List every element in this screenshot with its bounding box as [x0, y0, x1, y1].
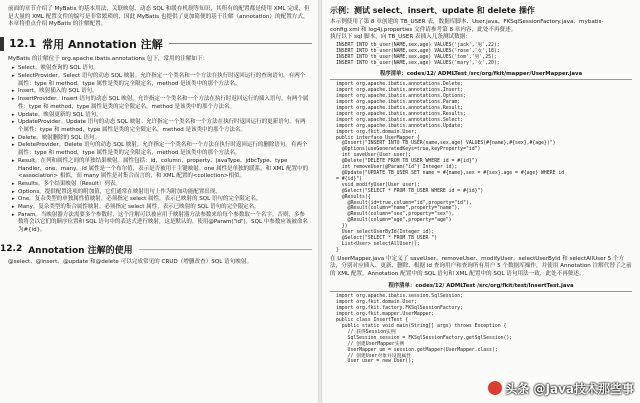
code-line: import org.apache.ibatis.annotations.Options;: [336, 94, 466, 100]
code-line: User user = new User();: [336, 359, 414, 365]
heading-bar: [0, 37, 4, 51]
code-line: public interface UserMapper {: [336, 135, 420, 141]
code-line: @Result(column="name",property="name"),: [336, 206, 461, 212]
code-line: int saveUser(User user);: [336, 153, 412, 159]
code-line: import org.fkit.mapper.UserMapper;: [336, 312, 435, 318]
section2-paragraph: @select、@insert、@update 和@delete 可以完成常见的 CRUD（增删改查）SQL 语句映射。: [8, 258, 253, 265]
listing-rule: [330, 79, 632, 80]
list-item: ▸ Many。复杂类型的集合属性映射。必须指定 select 属性，表示已映射的 SQL 语句的完全限定名。: [12, 204, 310, 212]
example-paragraph-3: 在 UserMapper.java 中定义了 saveUser、removeUser、modifyUser、selectUserById 和 selectAllUser 5 个方法，分别对应插入、更新、删除、根据 id 查询用户和查询所有用户 5 个数据库操作，并使用 Annotation 注解代替了之前的 XML 配置，Annotation 配置中的 SQL 语句和 XML 配置中的 SQL 语句用法一致，此处不再赘述。: [330, 255, 632, 277]
code-line: @Insert("INSERT INTO TB_USER(name,sex,age) VALUES(#{name},#{sex},#{age})"): [336, 141, 556, 147]
code-line: @Select("SELECT * FROM TB_USER WHERE id = #{id}"): [336, 188, 484, 194]
code-line: INSERT INTO tb_user(NAME,sex,age) VALUES('tom','男',25);: [336, 54, 497, 60]
list-item: ▸ Results。多个结果映射（Result）列表。: [12, 181, 310, 189]
code-line: UserMapper um = session.getMapper(UserMapper.class);: [336, 347, 498, 353]
list-item: ▸ SelectProvider。Select 语句的动态 SQL 映射。允许指定一个类名和一个方法在执行时返回运行的查询语句。有两个属性：type 和 method，type 属性是类的完全限定名，method 是该类中的那个方法名。: [12, 73, 310, 88]
code-line: @Options(useGeneratedKeys=true,keyProperty="id"): [336, 147, 481, 153]
section-title: 常用 Annotation 注解: [42, 37, 163, 51]
code-line: import org.apache.ibatis.annotations.Select;: [336, 117, 464, 123]
heading-rule: [139, 249, 312, 250]
list-item: ▸ Param。当映射器方法需要多个参数时，这个注解可以被应用于映射器方法参数来给每个参数取一个名字。否则，多参数将会以它们的顺序位置和 SQL 语句中的表达式进行映射，这是默认的。使用@Param("id")，SQL 中参数应该被命名为#{id}。: [12, 212, 310, 235]
annotation-list: [12, 65, 310, 234]
code-line: import org.apache.ibatis.annotations.Result;: [336, 106, 464, 112]
code-line: import org.apache.ibatis.annotations.Results;: [336, 111, 466, 117]
list-item: ▸ One。复杂类型的单独属性值映射。必须指定 select 属性，表示已映射的 SQL 语句的完全限定名。: [12, 196, 310, 204]
list-item: ▸ Delete。映射删除的 SQL 语句。: [12, 135, 310, 143]
listing-title-inserttest: 程序清单：codes/12/ ADMLTest /src/org/fkit/test/InsertTest.java: [388, 283, 574, 290]
code-line: void modifyUser(User user);: [336, 182, 420, 188]
code-line: @Results({: [336, 194, 371, 200]
listing-title-usermapper: 程序清单：codes/12/ ADMLTest /src/org/fkit/mapper/UserMapper.java: [379, 71, 583, 78]
code-line: public class InsertTest {: [336, 318, 409, 324]
list-item: ▸ InsertProvider。Insert 语句的动态 SQL 映射。允许指定一个类名和一个方法在执行时返回运行的插入语句。有两个属性：type 和 method，type 属性是类的完全限定名，method 是该类中的那个方法名。: [12, 96, 310, 111]
watermark: [488, 380, 634, 397]
code-line: }): [336, 224, 348, 230]
listing-rule: [330, 291, 632, 292]
list-item: ▸ Select。映射查询的 SQL 语句。: [12, 65, 310, 73]
code-line: INSERT INTO tb_user(NAME,sex,age) VALUES('rose','女',18);: [336, 48, 500, 54]
list-item: ▸ Result。在列和属性之间的单独结果映射。属性包括：id、column、property、javaType、jdbcType、type Handler、one、many。id 属性是一个布尔值，表示是否被用于主键映射。one 属性是单独的联系，和 XML 配置中的 <association> 相似，而 many 属性是对集合而言的，和 XML 配置的<collection>相似。: [12, 158, 310, 181]
code-line: // 创建User对象并设置属性: [336, 353, 411, 359]
code-line: @Update("UPDATE TB_USER SET name = #{name},sex = #{sex},age = #{age} WHERE id: [336, 171, 565, 176]
example-paragraph-2: 执行以下 sql 脚本，向 TB_USER 表插入几条测试数据：: [330, 34, 471, 41]
right-page: [322, 0, 640, 403]
code-line: = #{id}"): [336, 176, 362, 182]
code-line: List<User> selectAllUser();: [336, 241, 420, 247]
code-line: @Result(column="age",property="age"): [336, 218, 452, 224]
code-line: INSERT INTO tb_user(NAME,sex,age) VALUES('mary','女',20);: [336, 60, 500, 66]
code-line: public static void main(String[] args) throws Exception {: [336, 324, 507, 329]
section2-number: 12.2: [0, 244, 23, 255]
code-line: import org.apache.ibatis.annotations.Insert;: [336, 88, 464, 94]
code-line: import org.apache.ibatis.annotations.Delete;: [336, 82, 464, 88]
section-intro: MyBatis 的注解位于 org.apache.ibatis.annotations 包下，常用的注解如下：: [8, 55, 209, 62]
code-line: import org.apache.ibatis.session.SqlSession;: [336, 294, 464, 300]
left-page: [0, 0, 318, 403]
code-line: // 创建UserMapper实例: [336, 341, 405, 347]
code-line: // 获得Session实例: [336, 329, 396, 335]
section-heading-12-2: [0, 243, 318, 256]
list-item: ▸ Options。提供配置选项的附加值，它们通常在映射语句上作为附加功能配置出现。: [12, 189, 310, 197]
example-title: 示例：测试 select、insert、update 和 delete 操作: [330, 6, 535, 15]
code-line: INSERT INTO tb_user(NAME,sex,age) VALUES('jack','男',22);: [336, 42, 500, 48]
code-line: int removeUser(@Param("id") Integer id);: [336, 165, 458, 171]
list-item: ▸ Insert。映射插入的 SQL 语句。: [12, 88, 310, 96]
code-line: import org.fkit.domain.User;: [336, 300, 417, 306]
code-line: @Result(id=true,column="id",property="id"),: [336, 200, 472, 206]
code-line: import org.fkit.domain.User;: [336, 129, 417, 135]
code-line: @Result(column="sex",property="sex"),: [336, 212, 455, 218]
code-line: import org.apache.ibatis.annotations.Param;: [336, 100, 461, 106]
section-heading-12-1: [0, 36, 318, 52]
watermark-text: 头条 @Java技术那些事: [505, 382, 634, 396]
code-line: User selectUserById(Integer id);: [336, 230, 435, 236]
sql-script: [336, 43, 632, 67]
intro-paragraph: 前面的章节介绍了 MyBatis 的基本用法、关联映射、动态 SQL 和缓存机制等知识，其所有的配置都是使用 XML 完成，但是大量的 XML 配置文件的编写是非常繁琐的，因此 MyBatis 也提供了更加简便的基于注解（annotation）的配置方式，本章将重点介绍 MyBatis 的注解配置。: [8, 6, 310, 28]
code-line: import org.fkit.factory.FKSqlSessionFactory;: [336, 306, 464, 312]
section2-title: Annotation 注解的使用: [28, 245, 133, 256]
usermapper-code: [336, 82, 632, 253]
code-line: import org.apache.ibatis.annotations.Update;: [336, 123, 464, 129]
inserttest-code: [336, 294, 632, 365]
watermark-logo-icon: [488, 381, 502, 395]
list-item: ▸ Update。映射更新的 SQL 语句。: [12, 112, 310, 120]
section-number: 12.1: [9, 37, 37, 51]
code-line: SqlSession session = FKSqlSessionFactory.getSqlSession();: [336, 335, 513, 341]
code-line: }: [336, 247, 339, 253]
code-line: @Delete("DELETE FROM TB_USER WHERE id = #{id}"): [336, 159, 478, 165]
list-item: ▸ DeleteProvider。Delete 语句的动态 SQL 映射。允许指定一个类名和一个方法在执行时返回运行的删除语句。有两个属性：type 和 method，type 属性是类的完全限定名，method 是该类中的那个方法名。: [12, 142, 310, 157]
list-item: ▸ UpdateProvider。Update 语句的动态 SQL 映射。允许指定一个类名和一个方法在执行时返回运行的更新语句。有两个属性：type 和 method，type 属性是类的完全限定名，method 是该类中的那个方法名。: [12, 119, 310, 134]
heading-rule: [169, 43, 312, 44]
example-paragraph-1: 本示例使用了第 8 章创建的 TB_USER 表，数据库脚本、User.java、FKSqlSessionFactory.java、mybatis-config.xml 和 log4j.properties 文件请参考第 8 章内容，此处不再赘述。: [330, 19, 604, 33]
code-line: @Select("SELECT * FROM TB_USER "): [336, 235, 438, 241]
